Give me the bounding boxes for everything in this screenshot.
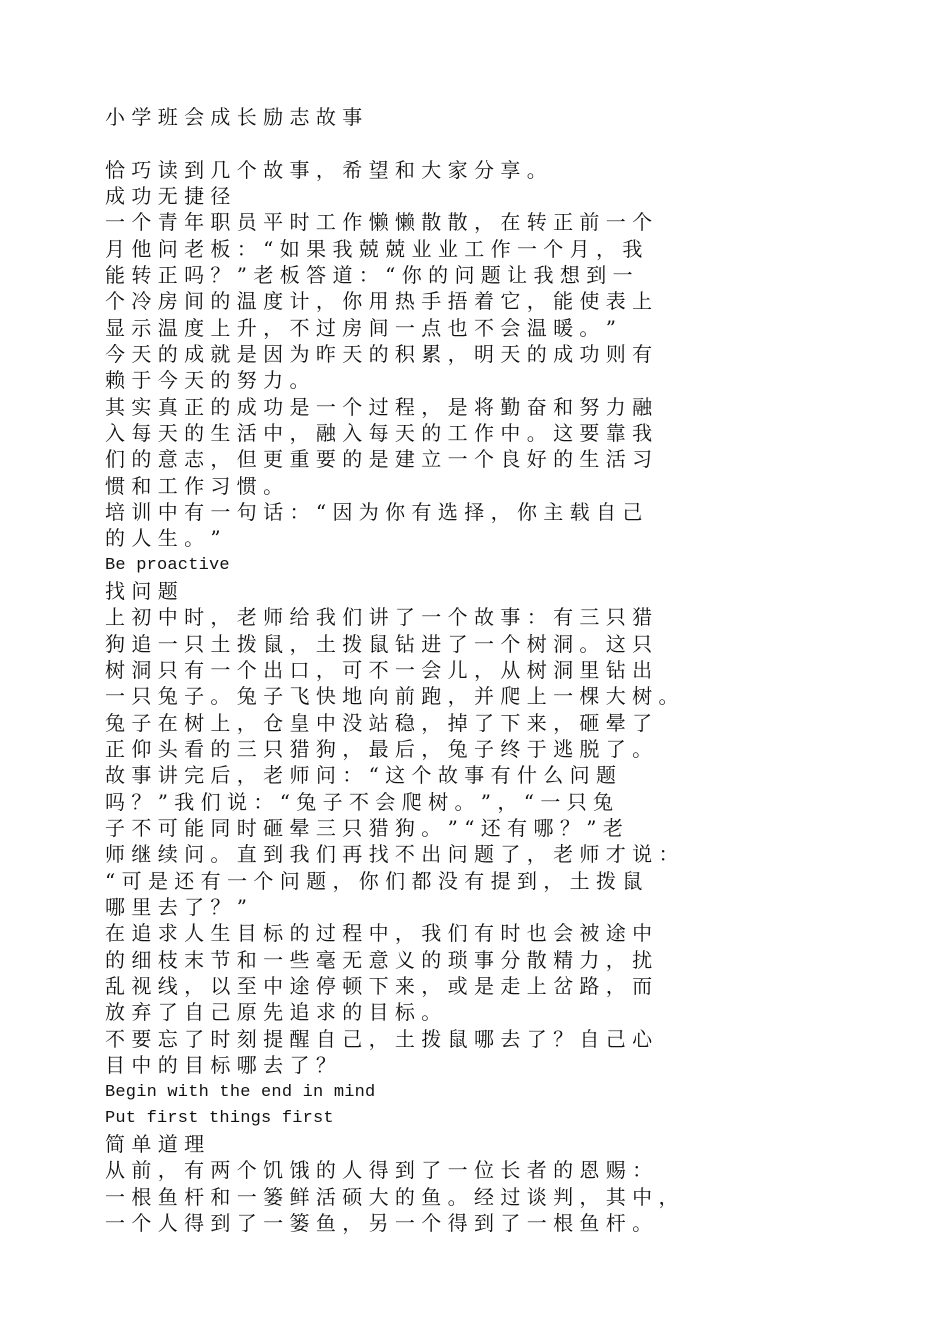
text-line: 今 天 的 成 就 是 因 为 昨 天 的 积 累 ， 明 天 的 成 功 则 有	[105, 342, 653, 366]
text-line: 正 仰 头 看 的 三 只 猎 狗 ， 最 后 ， 兔 子 终 于 逃 脱 了 。	[105, 737, 653, 761]
text-line: 月 他 问 老 板 ： “ 如 果 我 兢 兢 业 业 工 作 一 个 月 ， 我	[105, 237, 643, 261]
text-line: 吗 ？ ” 我 们 说 ： “ 兔 子 不 会 爬 树 。 ” ， “ 一 只 兔	[105, 790, 614, 814]
text-line: 个 冷 房 间 的 温 度 计 ， 你 用 热 手 捂 着 它 ， 能 使 表 上	[105, 289, 653, 313]
text-line: 树 洞 只 有 一 个 出 口 ， 可 不 一 会 儿 ， 从 树 洞 里 钻 出	[105, 658, 653, 682]
text-line: 不 要 忘 了 时 刻 提 醒 自 己 ， 土 拨 鼠 哪 去 了 ？ 自 己 心	[105, 1027, 653, 1051]
document-title: 小 学 班 会 成 长 励 志 故 事	[105, 105, 363, 129]
english-line: Begin with the end in mind	[105, 1083, 376, 1102]
text-line: 目 中 的 目 标 哪 去 了 ？	[105, 1053, 336, 1077]
text-line: 狗 追 一 只 土 拨 鼠 ， 土 拨 鼠 钻 进 了 一 个 树 洞 。 这 只	[105, 632, 653, 656]
text-line: 兔 子 在 树 上 ， 仓 皇 中 没 站 稳 ， 掉 了 下 来 ， 砸 晕 了	[105, 711, 653, 735]
text-line: 惯 和 工 作 习 惯 。	[105, 474, 284, 498]
text-line: 其 实 真 正 的 成 功 是 一 个 过 程 ， 是 将 勤 奋 和 努 力 融	[105, 395, 653, 419]
text-line: 放 弃 了 自 己 原 先 追 求 的 目 标 。	[105, 1000, 442, 1024]
text-line: 一 个 青 年 职 员 平 时 工 作 懒 懒 散 散 ， 在 转 正 前 一 个	[105, 210, 653, 234]
text-line: 显 示 温 度 上 升 ， 不 过 房 间 一 点 也 不 会 温 暖 。 ”	[105, 316, 617, 340]
text-line: 培 训 中 有 一 句 话 ： “ 因 为 你 有 选 择 ， 你 主 载 自 己	[105, 500, 643, 524]
english-line: Be proactive	[105, 556, 230, 575]
text-line: “ 可 是 还 有 一 个 问 题 ， 你 们 都 没 有 提 到 ， 土 拨 鼠	[105, 869, 643, 893]
text-line: 们 的 意 志 ， 但 更 重 要 的 是 建 立 一 个 良 好 的 生 活 习	[105, 447, 653, 471]
text-line: 哪 里 去 了 ？ ”	[105, 895, 248, 919]
text-line: 赖 于 今 天 的 努 力 。	[105, 368, 310, 392]
text-line: 一 只 兔 子 。 兔 子 飞 快 地 向 前 跑 ， 并 爬 上 一 棵 大 树 。	[105, 684, 679, 708]
section-heading: 简 单 道 理	[105, 1132, 205, 1156]
text-line: 的 人 生 。 ”	[105, 526, 221, 550]
text-line: 入 每 天 的 生 活 中 ， 融 入 每 天 的 工 作 中 。 这 要 靠 我	[105, 421, 653, 445]
text-line: 一 根 鱼 杆 和 一 篓 鲜 活 硕 大 的 鱼 。 经 过 谈 判 ， 其 中 ，	[105, 1185, 679, 1209]
section-heading: 找 问 题	[105, 579, 178, 603]
text-line: 在 追 求 人 生 目 标 的 过 程 中 ， 我 们 有 时 也 会 被 途 中	[105, 921, 653, 945]
text-line: 恰 巧 读 到 几 个 故 事 ， 希 望 和 大 家 分 享 。	[105, 158, 547, 182]
text-line: 子 不 可 能 同 时 砸 晕 三 只 猎 狗 。 ” “ 还 有 哪 ？ ” 老	[105, 816, 623, 840]
text-line: 能 转 正 吗 ？ ” 老 板 答 道 ： “ 你 的 问 题 让 我 想 到 一	[105, 263, 633, 287]
text-line: 从 前 ， 有 两 个 饥 饿 的 人 得 到 了 一 位 长 者 的 恩 赐 ：	[105, 1158, 653, 1182]
section-heading: 成 功 无 捷 径	[105, 184, 231, 208]
text-line: 的 细 枝 末 节 和 一 些 毫 无 意 义 的 琐 事 分 散 精 力 ， 扰	[105, 948, 653, 972]
english-line: Put first things first	[105, 1109, 334, 1128]
text-line: 一 个 人 得 到 了 一 篓 鱼 ， 另 一 个 得 到 了 一 根 鱼 杆 。	[105, 1211, 653, 1235]
text-line: 师 继 续 问 。 直 到 我 们 再 找 不 出 问 题 了 ， 老 师 才 说 ：	[105, 842, 679, 866]
text-line: 故 事 讲 完 后 ， 老 师 问 ： “ 这 个 故 事 有 什 么 问 题	[105, 763, 617, 787]
text-line: 上 初 中 时 ， 老 师 给 我 们 讲 了 一 个 故 事 ： 有 三 只 猎	[105, 605, 653, 629]
text-line: 乱 视 线 ， 以 至 中 途 停 顿 下 来 ， 或 是 走 上 岔 路 ， 而	[105, 974, 653, 998]
